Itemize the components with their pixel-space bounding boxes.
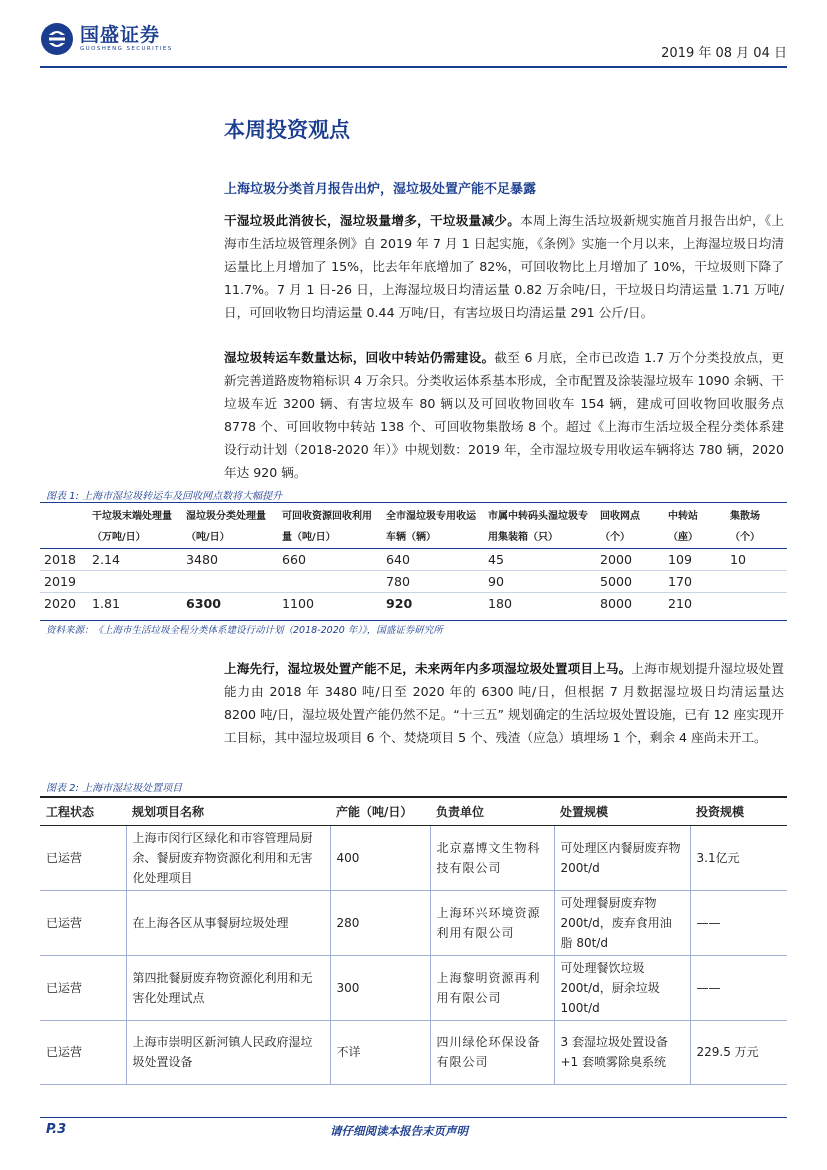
table-cell [182,571,278,593]
table-cell: 2019 [40,571,88,593]
table-1-header: 集散场（个） [730,511,760,543]
table-cell: 2000 [596,549,664,571]
table-row [40,890,787,955]
report-date: 2019 年 08 月 04 日 [661,46,787,61]
table-2-header: 工程状态 [40,797,126,825]
table-cell: 在上海各区从事餐厨垃圾处理 [126,890,330,955]
table-cell: 109 [664,549,726,571]
company-logo [40,22,173,56]
paragraph-2-body: 截至 6 月底，全市已改造 1.7 万个分类投放点，更新完善道路废物箱标识 4 万余只。分类收运体系基本形成，全市配置及涂装湿垃圾车 1090 余辆、干垃圾车近 3200 辆、有害垃圾车 80 辆以及可回收物回收车 154 辆，建成可回收物回收服务点 8778 个、可回收物中转站 138 个、可回收物集散场 8 个。超过《上海市生活垃圾全程分类体系建设行动计划（2018-2020 年）》中规划数：2019 年，全市湿垃圾专用收运车辆将达 780 辆，2020 年达 920 辆。 [224,350,784,480]
table-cell: 210 [668,596,693,612]
table-cell: 已运营 [40,825,126,890]
table-row [40,1020,787,1084]
paragraph-3 [224,657,784,749]
table-cell: 可处理区内餐厨废弃物 200t/d [554,825,690,890]
table-cell: 2020 [44,596,77,612]
table-1-header: 市属中转码头湿垃圾专用集装箱（只） [488,511,588,543]
table-cell: 10 [726,549,787,571]
logo-en: GUOSHENG SECURITIES [80,46,173,52]
table-row [40,571,787,593]
table-2 [40,796,787,1085]
table-cell: 920 [386,596,413,612]
table-cell: 上海环兴环境资源利用有限公司 [430,890,554,955]
table-row [40,955,787,1020]
table-cell: 已运营 [40,1020,126,1084]
table-cell: 不详 [330,1020,430,1084]
table-cell: 90 [484,571,596,593]
figure-1-top-line [40,502,787,503]
section-title: 本周投资观点 [224,117,350,142]
table-cell: 2018 [40,549,88,571]
table-cell: 2.14 [88,549,182,571]
table-1-header [40,506,88,549]
table-2-header: 规划项目名称 [126,797,330,825]
table-cell [726,593,787,615]
table-1-header: 全市湿垃圾专用收运车辆（辆） [386,511,476,543]
paragraph-2-lead: 湿垃圾转运车数量达标，回收中转站仍需建设。 [224,350,495,365]
figure-1-caption: 图表 1: 上海市湿垃圾转运车及回收网点数将大幅提升 [46,491,283,502]
table-2-header: 负责单位 [430,797,554,825]
table-row [40,593,787,615]
table-2-header: 处置规模 [554,797,690,825]
table-cell: 四川绿伦环保设备有限公司 [430,1020,554,1084]
table-row [40,549,787,571]
table-cell: 3 套湿垃圾处置设备+1 套喷雾除臭系统 [554,1020,690,1084]
table-cell: 上海市崇明区新河镇人民政府湿垃圾处置设备 [126,1020,330,1084]
table-cell: 640 [382,549,484,571]
paragraph-2 [224,346,784,484]
paragraph-1 [224,209,784,324]
table-1-header: 湿垃圾分类处理量（吨/日） [186,511,266,543]
table-cell: 可处理餐饮垃圾 200t/d，厨余垃圾 100t/d [554,955,690,1020]
table-cell: 可处理餐厨废弃物 200t/d，废弃食用油脂 80t/d [554,890,690,955]
sub-title: 上海垃圾分类首月报告出炉，湿垃圾处置产能不足暴露 [224,182,537,197]
paragraph-3-lead: 上海先行，湿垃圾处置产能不足，未来两年内多项湿垃圾处置项目上马。 [224,661,632,676]
table-2-header-row [40,797,787,825]
table-cell: 3.1亿元 [690,825,787,890]
table-cell: 3480 [182,549,278,571]
table-cell: 6300 [186,596,222,612]
table-cell: 180 [488,596,513,612]
table-cell [726,571,787,593]
table-cell: 400 [330,825,430,890]
table-1-source: 资料来源：《上海市生活垃圾全程分类体系建设行动计划（2018-2020 年）》，国盛证券研究所 [46,625,443,636]
table-cell: 8000 [600,596,633,612]
table-cell: 1.81 [92,596,121,612]
table-1-header-row [40,506,787,549]
table-cell: 229.5 万元 [690,1020,787,1084]
table-cell: 已运营 [40,890,126,955]
table-1-header: 回收网点（个） [600,511,640,543]
table-1-header: 可回收资源回收利用量（吨/日） [282,511,372,543]
page-header [40,22,787,62]
table-1-header: 干垃圾末端处理量（万吨/日） [92,511,172,543]
table-cell: 已运营 [40,955,126,1020]
table-cell: 280 [330,890,430,955]
table-cell: 170 [664,571,726,593]
table-cell: 660 [278,549,382,571]
logo-mark-icon [40,22,74,56]
paragraph-1-body: 本周上海生活垃圾新规实施首月报告出炉，《上海市生活垃圾管理条例》自 2019 年 7 月 1 日起实施，《条例》实施一个月以来，上海湿垃圾日均清运量比上月增加了 15%，比去年年底增加了 82%，可回收物比上月增加了 10%，干垃圾则下降了 11.7%。7 月 1 日-26 日，上海湿垃圾日均清运量 0.82 万余吨/日，干垃圾日均清运量 1.71 万吨/日，可回收物日均清运量 0.44 万吨/日，有害垃圾日均清运量 291 公斤/日。 [224,213,785,320]
table-cell: 1100 [282,596,315,612]
disclaimer-note: 请仔细阅读本报告末页声明 [330,1124,468,1138]
paragraph-1-lead: 干湿垃圾此消彼长，湿垃圾量增多，干垃圾量减少。 [224,213,521,228]
table-row [40,825,787,890]
table-cell: 上海市闵行区绿化和市容管理局厨余、餐厨废弃物资源化利用和无害化处理项目 [126,825,330,890]
table-2-header: 投资规模 [690,797,787,825]
footer-divider [40,1117,787,1118]
table-cell: 300 [330,955,430,1020]
table-cell: 5000 [596,571,664,593]
figure-2-caption: 图表 2: 上海市湿垃圾处置项目 [46,783,183,794]
table-cell: 780 [382,571,484,593]
figure-1-bottom-line [40,620,787,621]
table-cell: 第四批餐厨废弃物资源化利用和无害化处理试点 [126,955,330,1020]
table-cell: 45 [484,549,596,571]
table-2-header: 产能（吨/日） [330,797,430,825]
paragraph-3-body: 上海市规划提升湿垃圾处置能力由 2018 年 3480 吨/日至 2020 年的 6300 吨/日，但根据 7 月数据湿垃圾日均清运量达 8200 吨/日，湿垃圾处置产能仍然不足。“十三五” 规划确定的生活垃圾处置设施，已有 12 座实现开工目标，其中湿垃圾项目 6 个、焚烧项目 5 个、残渣（应急）填埋场 1 个，剩余 4 座尚未开工。 [224,661,785,745]
table-1-header: 中转站（座） [668,511,698,543]
table-1 [40,506,787,615]
table-cell: 北京嘉博文生物科技有限公司 [430,825,554,890]
table-cell [88,571,182,593]
logo-cn: 国盛证券 [80,24,161,46]
table-cell: 上海黎明资源再利用有限公司 [430,955,554,1020]
page-number: P.3 [46,1122,67,1137]
header-divider [40,66,787,68]
table-cell [278,571,382,593]
table-cell: —— [690,890,787,955]
table-cell: —— [690,955,787,1020]
